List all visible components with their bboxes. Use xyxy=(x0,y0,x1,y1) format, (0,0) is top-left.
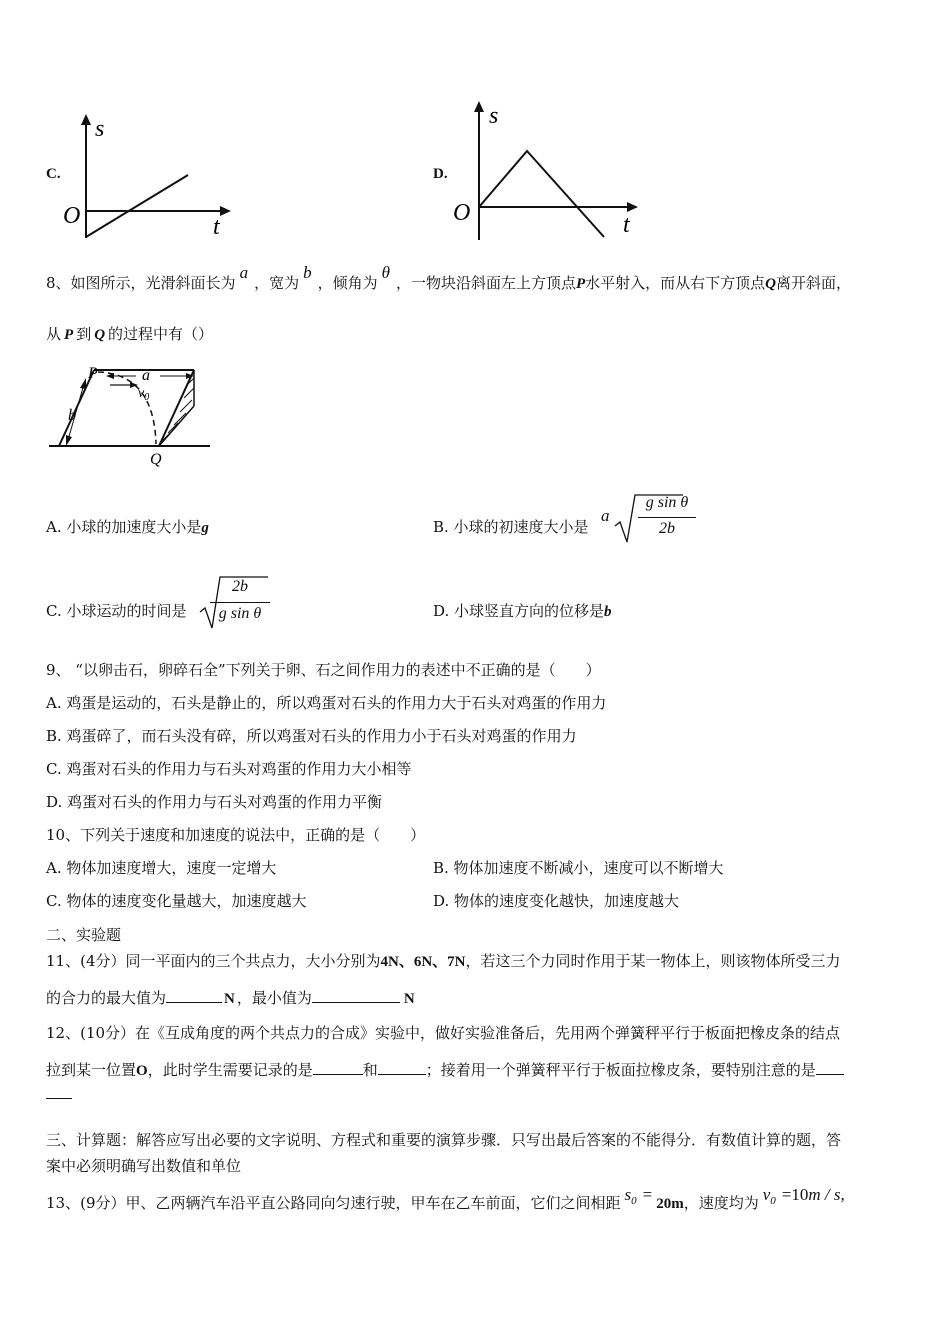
opt-b-denominator: 2b xyxy=(659,520,675,537)
q12-line1: 12、(10分）在《互成角度的两个共点力的合成》实验中，做好实验准备后，先用两个弹簧秤平行于板面把橡皮条的结点 xyxy=(46,1024,841,1042)
opt-c-denominator: g sin θ xyxy=(218,605,262,622)
origin-label-c: O xyxy=(63,203,81,229)
option-d-graph xyxy=(445,95,645,245)
opt-c-fraction-bar xyxy=(210,602,270,603)
q11-line1: 11、(4分）同一平面内的三个共点力，大小分别为4N、6N、7N，若这三个力同时作用于某一物体上，则该物体所受三力 xyxy=(46,952,841,970)
q10-option-d[interactable]: D. 物体的速度变化越快，加速度越大 xyxy=(433,892,680,910)
axis-s-label-c: s xyxy=(95,116,105,142)
axis-t-label-d: t xyxy=(623,212,630,238)
q10-stem: 10、下列关于速度和加速度的说法中，正确的是（ ） xyxy=(46,826,426,844)
q8-option-c[interactable]: C. 小球运动的时间是 2b g sin θ xyxy=(46,572,186,632)
opt-b-fraction-bar xyxy=(638,517,696,518)
option-c-label: C. xyxy=(46,166,61,182)
q12-blank-2[interactable] xyxy=(378,1060,426,1075)
section-3-line2: 案中必须明确写出数值和单位 xyxy=(46,1157,242,1175)
fig-label-a: a xyxy=(142,367,150,384)
incline-figure xyxy=(44,360,214,470)
option-c-graph xyxy=(55,110,240,245)
opt-b-numerator: g sin θ xyxy=(645,494,689,511)
q8-line2: 从 P 到 Q 的过程中有（） xyxy=(46,325,214,343)
q9-option-a[interactable]: A. 鸡蛋是运动的，石头是静止的，所以鸡蛋对石头的作用力大于石头对鸡蛋的作用力 xyxy=(46,694,607,712)
q10-option-c[interactable]: C. 物体的速度变化量越大，加速度越大 xyxy=(46,892,307,910)
q11-line2: 的合力的最大值为 N ，最小值为 N xyxy=(46,989,415,1007)
q12-line2: 拉到某一位置O，此时学生需要记录的是 和 ；接着用一个弹簧秤平行于板面拉橡皮条，要特别注意的是 xyxy=(46,1059,844,1080)
axis-t-label-c: t xyxy=(213,214,220,240)
q11-blank-min[interactable] xyxy=(312,988,400,1003)
opt-c-numerator: 2b xyxy=(232,578,248,595)
q8-line1: 8、如图所示，光滑斜面长为a，宽为b，倾角为θ，一物块沿斜面左上方顶点P水平射入，而从右下方顶点Q离开斜面， xyxy=(46,263,852,292)
q9-stem: 9、 “以卵击石，卵碎石全”下列关于卵、石之间作用力的表述中不正确的是（ ） xyxy=(46,661,601,679)
q8-option-b[interactable]: B. 小球的初速度大小是 a g sin θ 2b xyxy=(433,490,589,546)
q12-blank-3-continued[interactable] xyxy=(46,1098,72,1099)
option-d-label: D. xyxy=(433,166,448,182)
q12-blank-1[interactable] xyxy=(313,1060,363,1075)
q8-option-a[interactable]: A. 小球的加速度大小是g xyxy=(46,518,209,536)
q9-option-b[interactable]: B. 鸡蛋碎了，而石头没有碎，所以鸡蛋对石头的作用力小于石头对鸡蛋的作用力 xyxy=(46,727,577,745)
q12-blank-3[interactable] xyxy=(816,1060,844,1075)
q10-option-b[interactable]: B. 物体加速度不断减小，速度可以不断增大 xyxy=(433,859,724,877)
fig-label-p: P xyxy=(88,365,98,382)
q8-option-d[interactable]: D. 小球竖直方向的位移是b xyxy=(433,602,612,620)
section-3-line1: 三、计算题：解答应写出必要的文字说明、方程式和重要的演算步骤．只写出最后答案的不能得分．有数值计算的题，答 xyxy=(46,1131,842,1149)
q13-line1: 13、(9分）甲、乙两辆汽车沿平直公路同向匀速行驶，甲车在乙车前面，它们之间相距 $s^0 = 20m$，速度均为 $v^0 =10m / s$, xyxy=(46,1185,845,1212)
q9-option-c[interactable]: C. 鸡蛋对石头的作用力与石头对鸡蛋的作用力大小相等 xyxy=(46,760,412,778)
axis-s-label-d: s xyxy=(489,103,499,129)
origin-label-d: O xyxy=(453,200,471,226)
fig-label-b: b xyxy=(68,407,76,424)
q10-option-a[interactable]: A. 物体加速度增大，速度一定增大 xyxy=(46,859,277,877)
fig-label-q: Q xyxy=(150,451,162,468)
section-2-heading: 二、实验题 xyxy=(46,926,122,944)
q11-blank-max[interactable] xyxy=(166,988,222,1003)
fig-label-v0: $v_0$ xyxy=(138,386,150,403)
q9-option-d[interactable]: D. 鸡蛋对石头的作用力与石头对鸡蛋的作用力平衡 xyxy=(46,793,383,811)
